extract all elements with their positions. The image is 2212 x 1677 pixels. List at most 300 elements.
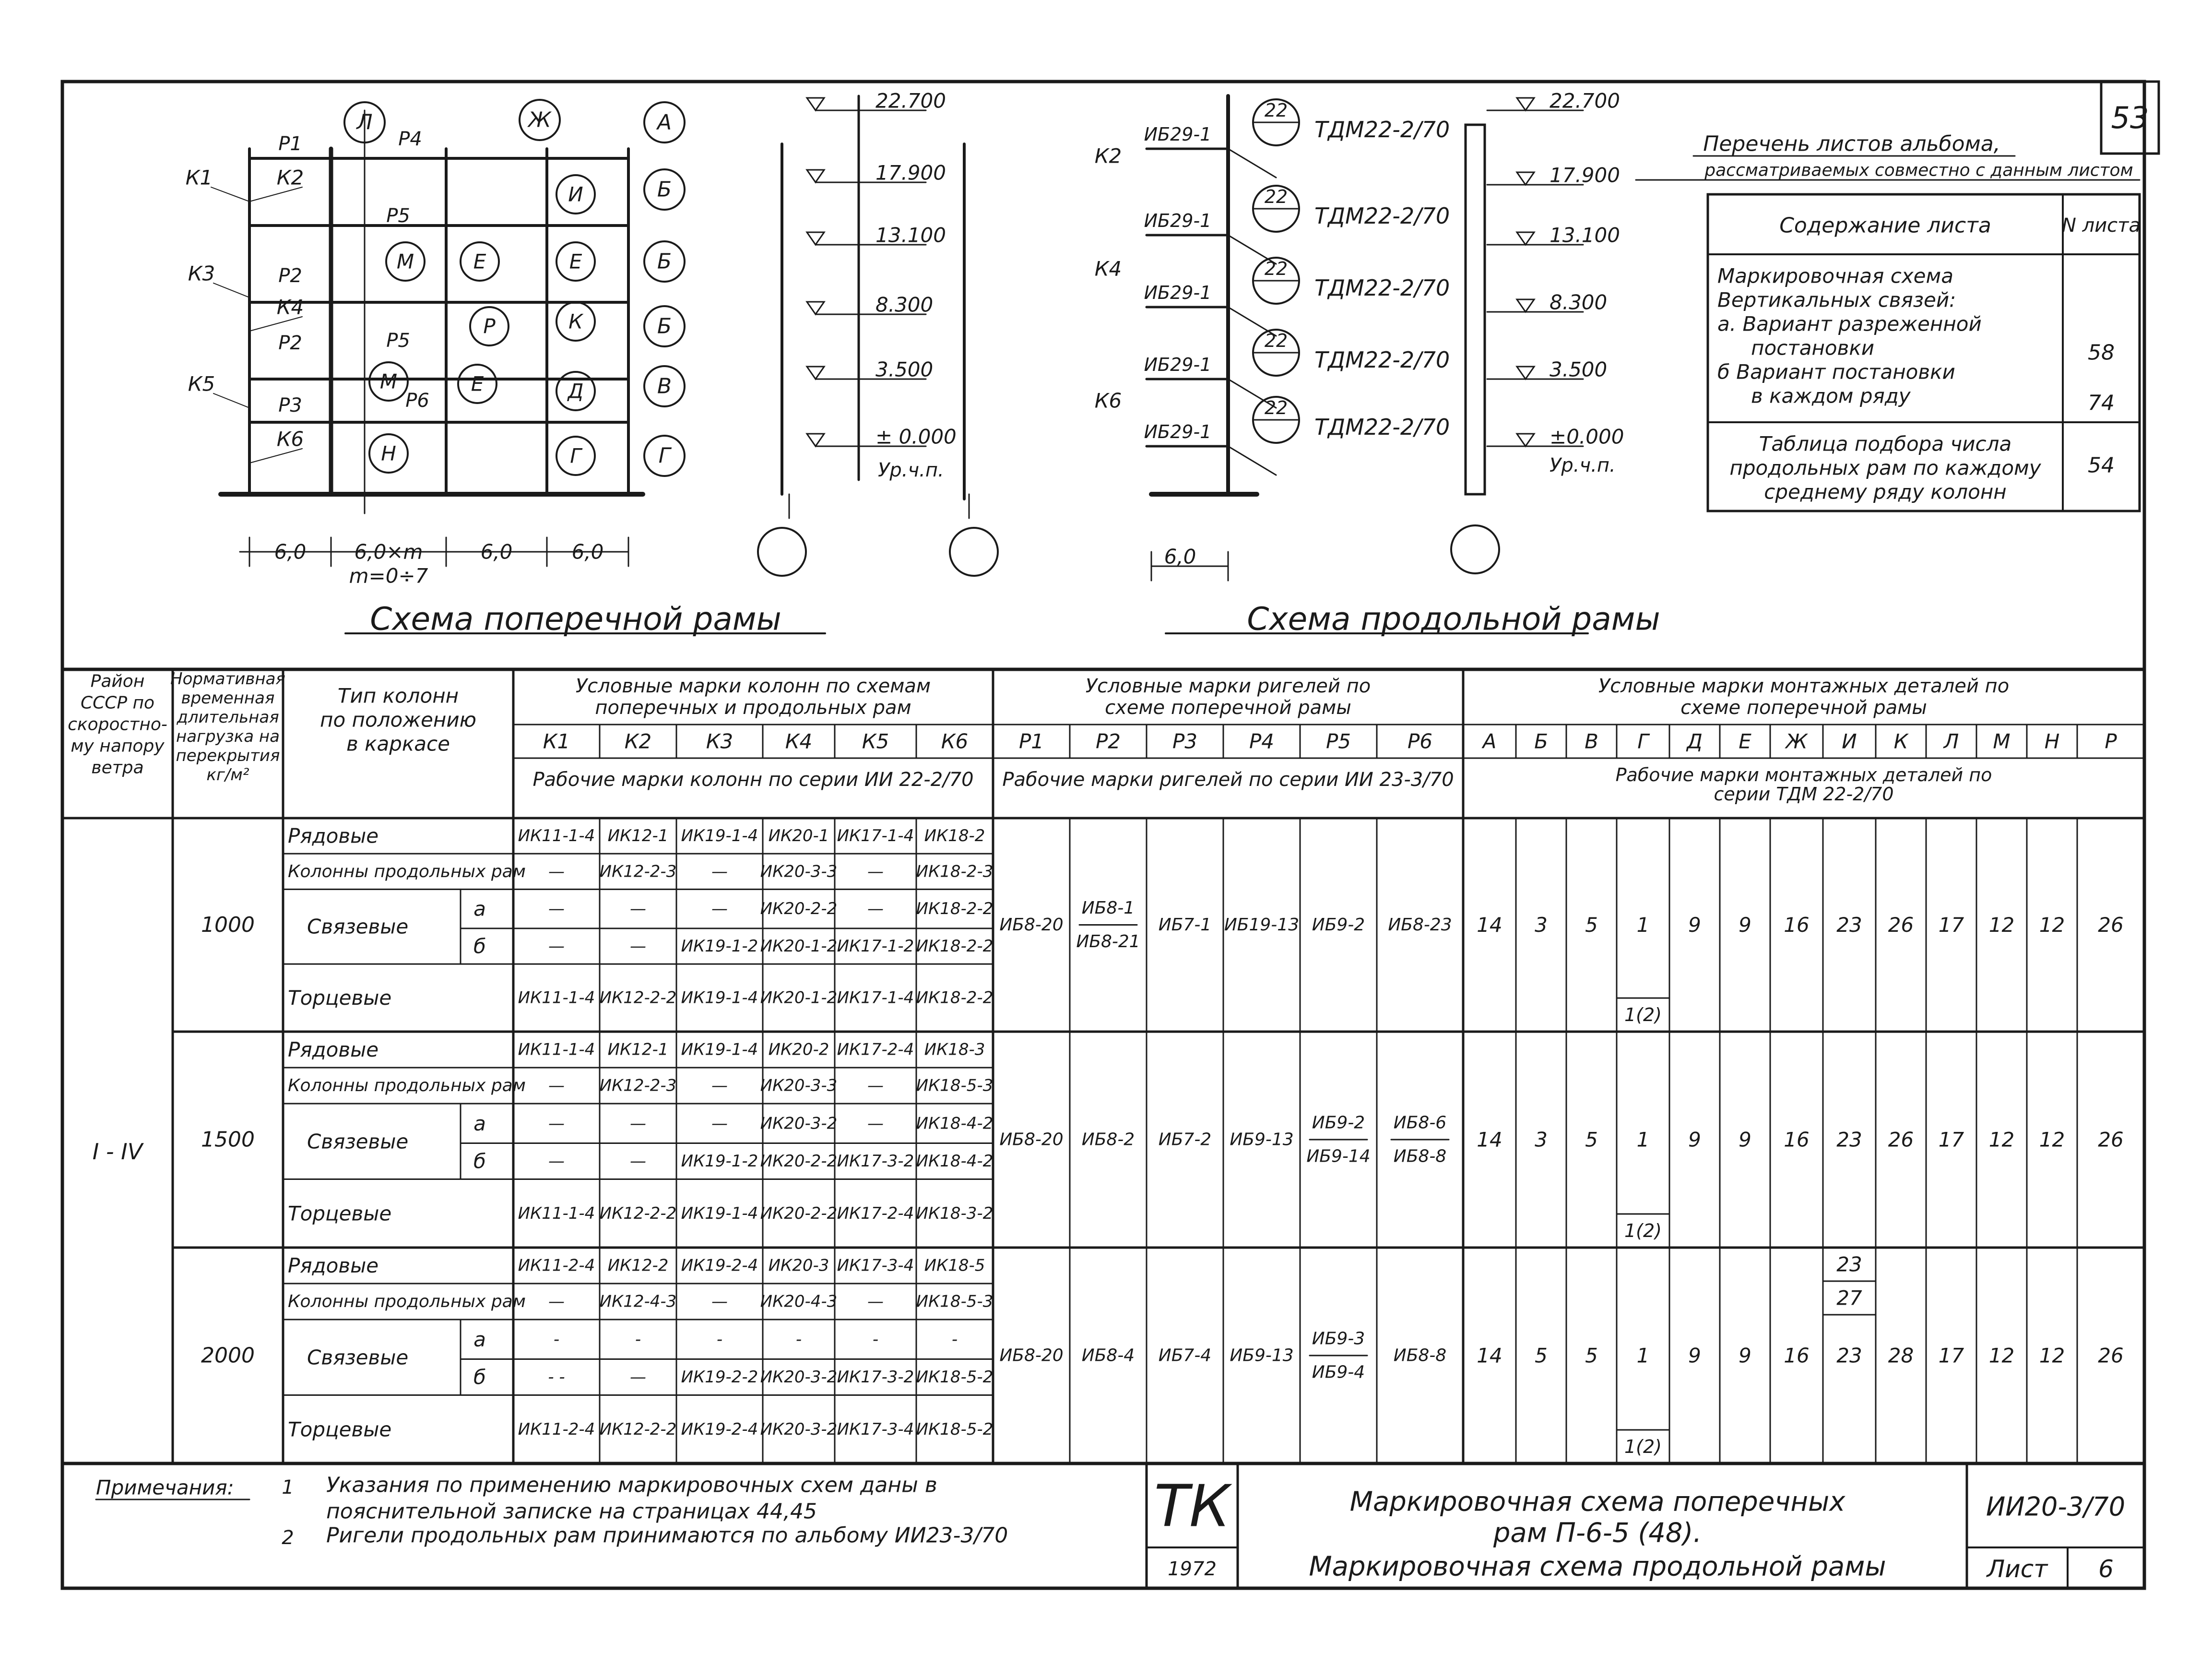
type-label: Связевые (307, 915, 409, 939)
column-work-mark: ИК11-1-4 (518, 1203, 595, 1223)
column-work-mark: — (711, 1076, 728, 1095)
node-marker-label: Г (570, 444, 581, 468)
elevation-marker (1517, 98, 1534, 110)
type-label: Колонны продольных рам (288, 1076, 526, 1095)
beam-work-mark: ИБ7-2 (1158, 1130, 1212, 1150)
detail-work-mark: 16 (1784, 913, 1810, 937)
column-work-mark: — (548, 1152, 565, 1171)
column-work-mark: — (630, 937, 646, 956)
detail-mark: И (1842, 729, 1857, 753)
table-header-text: схеме поперечной рамы (1680, 697, 1927, 719)
detail-mark: А (1482, 729, 1497, 753)
column-work-mark: ИК20-3 (768, 1256, 829, 1275)
node-marker-label: М (379, 369, 398, 393)
type-label: а (473, 1111, 486, 1135)
column-work-mark: — (867, 899, 884, 919)
load-value: 2000 (201, 1343, 255, 1368)
column-work-mark: ИК18-3 (924, 1040, 985, 1059)
column-work-mark: ИК18-5-2 (916, 1419, 994, 1439)
page-number: 53 (2111, 100, 2149, 135)
column-mark: К1 (543, 729, 570, 753)
elevation-label: ± 0.000 (875, 425, 957, 449)
column-label: К4 (276, 295, 304, 319)
detail-ref: 22 (1264, 258, 1288, 279)
foundation-marker (758, 528, 806, 576)
elevation-marker (807, 232, 824, 245)
detail-work-mark: 1(2) (1624, 1004, 1662, 1025)
column-work-mark: ИК17-2-4 (837, 1040, 914, 1059)
column-work-mark: - (553, 1330, 560, 1349)
detail-work-mark: 5 (1535, 1344, 1548, 1368)
sheet-list-item: Таблица подбора числа (1759, 432, 2012, 456)
column-work-mark: — (630, 899, 646, 919)
elevation-label: 3.500 (1550, 357, 1608, 381)
table-header-text: нагрузка на (176, 727, 280, 746)
column-work-mark: ИК20-2 (768, 1040, 829, 1059)
column-mark: К6 (941, 729, 969, 753)
detail-mark: Л (1943, 729, 1959, 753)
column-work-mark: ИК18-4-2 (916, 1152, 994, 1171)
table-header-text: Условные марки ригелей по (1085, 675, 1371, 697)
brace-label: ИБ29-1 (1144, 354, 1212, 375)
beam-label: Р1 (278, 133, 302, 155)
beam-work-mark: ИБ9-13 (1230, 1130, 1294, 1150)
column-label: К2 (276, 166, 304, 190)
detail-work-mark: 27 (1836, 1286, 1862, 1310)
node-marker-label: Р (483, 314, 496, 338)
table-header-text: в каркасе (346, 732, 450, 756)
transverse-scheme-title: Схема поперечной рамы (370, 600, 781, 638)
detail-work-mark: 5 (1585, 1128, 1598, 1152)
elevation-label: 8.300 (875, 293, 934, 317)
beam-work-mark: ИБ7-4 (1158, 1345, 1212, 1366)
sheet-list-number: 54 (2088, 453, 2115, 478)
series-text: ИИ20-3/70 (1986, 1491, 2126, 1522)
type-label: Колонны продольных рам (288, 861, 526, 881)
column-work-mark: ИК18-2-2 (916, 988, 994, 1008)
column-work-mark: - (951, 1330, 958, 1349)
detail-work-mark: 14 (1477, 1344, 1502, 1368)
table-header-text: Нормативная (170, 669, 285, 689)
elevation-marker (1517, 172, 1534, 185)
drawing-title: рам П-6-5 (48). (1493, 1517, 1702, 1549)
column-work-mark: ИК20-1 (768, 826, 829, 846)
leader-line (213, 283, 249, 297)
column-work-mark: ИК12-2-2 (599, 988, 677, 1008)
table-header-text: Условные марки колонн по схемам (575, 675, 931, 697)
note-text: Ригели продольных рам принимаются по альбому ИИ23-3/70 (326, 1523, 1008, 1548)
beam-work-mark: ИБ8-20 (999, 915, 1064, 935)
column-work-mark: ИК18-2 (924, 826, 985, 846)
type-label: б (473, 1365, 486, 1389)
elevation-label: 8.300 (1550, 290, 1608, 314)
table-header-text: Тип колонн (337, 684, 459, 708)
type-label: б (473, 934, 486, 958)
column-work-mark: ИК19-1-2 (681, 1152, 758, 1171)
detail-work-mark: 9 (1739, 1344, 1751, 1368)
beam-label: Р2 (278, 332, 302, 354)
elevation-label: 17.900 (875, 161, 946, 185)
detail-ref: 22 (1264, 397, 1288, 418)
beam-work-mark: ИБ9-13 (1230, 1345, 1294, 1366)
detail-mark: Д (1687, 729, 1703, 753)
beam-label: Р5 (386, 330, 410, 352)
column-mark: К3 (706, 729, 733, 753)
sheet-list-title: Перечень листов альбома, (1703, 131, 2000, 156)
detail-mark: Г (1637, 729, 1649, 753)
leader-line (1228, 149, 1276, 178)
elevation-marker (807, 434, 824, 446)
detail-work-mark: 12 (2039, 1344, 2065, 1368)
elevation-label: 22.700 (875, 89, 946, 113)
detail-mark: ТДМ22-2/70 (1314, 275, 1450, 301)
sheet-list-item: Вертикальных связей: (1717, 288, 1956, 312)
detail-work-mark: 26 (2098, 1128, 2124, 1152)
axis-marker-label: Г (658, 443, 671, 468)
column-work-mark: ИК19-1-4 (681, 1040, 758, 1059)
column-work-mark: ИК20-3-3 (760, 862, 838, 881)
type-label: Торцевые (288, 1417, 392, 1441)
elevation-marker (1517, 232, 1534, 245)
column-work-mark: ИК17-1-2 (837, 937, 914, 956)
sheet-number: 6 (2098, 1555, 2114, 1583)
detail-work-mark: 1(2) (1624, 1436, 1662, 1457)
table-header-text: длительная (177, 708, 279, 727)
elevation-marker (1517, 434, 1534, 446)
column-work-mark: ИК17-3-2 (837, 1152, 914, 1171)
detail-work-mark: 12 (1988, 1128, 2015, 1152)
column-work-mark: ИК20-3-2 (760, 1419, 838, 1439)
column-work-mark: — (711, 862, 728, 881)
column-work-mark: ИК17-1-4 (837, 826, 914, 846)
elevation-marker (807, 170, 824, 182)
column-work-mark: ИК19-2-4 (681, 1256, 758, 1275)
beam-work-mark: ИБ9-2 (1312, 915, 1365, 935)
column-work-mark: — (548, 1114, 565, 1133)
column-work-mark: ИК20-3-2 (760, 1368, 838, 1387)
ground-label: Ур.ч.п. (1550, 454, 1616, 476)
beam-work-mark: ИБ9-4 (1312, 1362, 1365, 1382)
detail-work-mark: 26 (1888, 1128, 1914, 1152)
column-profile (1466, 125, 1485, 494)
column-work-mark: ИК19-1-4 (681, 988, 758, 1008)
detail-mark: ТДМ22-2/70 (1314, 117, 1450, 143)
detail-work-mark: 23 (1836, 913, 1862, 937)
column-work-mark: ИК12-2-2 (599, 1203, 677, 1223)
detail-work-mark: 12 (1988, 913, 2015, 937)
sheet-list-item: Маркировочная схема (1717, 264, 1953, 288)
elevation-label: 17.900 (1550, 163, 1620, 187)
detail-ref: 22 (1264, 186, 1288, 207)
sheet-list-item: продольных рам по каждому (1729, 456, 2041, 480)
detail-ref: 22 (1264, 330, 1288, 351)
beam-mark: Р2 (1095, 729, 1121, 753)
column-work-mark: — (711, 1292, 728, 1311)
detail-mark: ТДМ22-2/70 (1314, 414, 1450, 440)
leader-line (1228, 446, 1276, 475)
node-marker-label: Е (471, 372, 484, 396)
column-work-mark: ИК18-5-3 (916, 1292, 994, 1311)
axis-marker-label: В (657, 374, 672, 399)
column-work-mark: - (635, 1330, 641, 1349)
detail-work-mark: 9 (1688, 913, 1701, 937)
elevation-label: 13.100 (1550, 223, 1620, 247)
detail-work-mark: 1 (1636, 1128, 1650, 1152)
leader-line (213, 393, 249, 408)
leader-line (249, 449, 302, 463)
note-number: 1 (282, 1476, 294, 1499)
column-work-mark: ИК20-3-3 (760, 1076, 838, 1095)
table-header-text: схеме поперечной рамы (1105, 697, 1351, 719)
leader-line (211, 187, 249, 202)
detail-mark: Н (2044, 729, 2060, 753)
leader-line (249, 187, 302, 202)
column-work-mark: ИК11-1-4 (518, 826, 595, 846)
beam-work-mark: ИБ9-14 (1306, 1146, 1371, 1166)
table-header-text: перекрытия (176, 746, 280, 765)
beam-work-mark: ИБ8-21 (1076, 932, 1140, 951)
detail-work-mark: 1 (1636, 1344, 1650, 1368)
drawing-title: Маркировочная схема поперечных (1349, 1486, 1845, 1518)
detail-work-mark: 17 (1938, 913, 1964, 937)
column-work-mark: ИК18-2-3 (916, 862, 994, 881)
column-work-mark: — (867, 862, 884, 881)
elevation-label: 3.500 (875, 357, 934, 381)
detail-work-mark: 28 (1888, 1344, 1914, 1368)
column-work-mark: — (867, 1076, 884, 1095)
column-work-mark: — (548, 1292, 565, 1311)
column-mark: К2 (624, 729, 652, 753)
beam-work-mark: ИБ8-8 (1393, 1345, 1447, 1366)
detail-work-mark: 14 (1477, 1128, 1502, 1152)
span-dim: 6,0 (571, 540, 604, 564)
detail-work-mark: 14 (1477, 913, 1502, 937)
table-subheader-text: Рабочие марки ригелей по серии ИИ 23-3/70 (1002, 769, 1454, 791)
beam-work-mark: ИБ7-1 (1158, 915, 1212, 935)
year-text: 1972 (1168, 1558, 1217, 1580)
axis-marker-label: Б (657, 177, 672, 202)
node-marker-label: Д (568, 379, 584, 403)
table-subheader-text: Рабочие марки колонн по серии ИИ 22-2/70 (532, 769, 974, 791)
column-work-mark: ИК18-3-2 (916, 1203, 994, 1223)
table-header-text: СССР по (80, 693, 155, 713)
column-work-mark: ИК20-2-2 (760, 899, 838, 919)
column-work-mark: — (630, 1368, 646, 1387)
beam-work-mark: ИБ9-2 (1312, 1113, 1365, 1133)
beam-work-mark: ИБ19-13 (1224, 915, 1300, 935)
type-label: Связевые (307, 1345, 409, 1369)
column-work-mark: ИК12-2-3 (599, 862, 677, 881)
axis-marker-label: Ж (528, 107, 551, 132)
column-work-mark: ИК20-1-2 (760, 937, 838, 956)
sheet-list-number: 74 (2088, 391, 2115, 416)
detail-work-mark: 23 (1836, 1252, 1862, 1276)
column-work-mark: ИК19-1-2 (681, 937, 758, 956)
column-work-mark: ИК12-2 (607, 1256, 669, 1275)
detail-mark: Ж (1786, 729, 1808, 753)
beam-label: Р5 (386, 205, 410, 227)
axis-marker-label: А (657, 110, 672, 135)
detail-work-mark: 26 (2098, 913, 2124, 937)
table-header-text: Район (90, 671, 145, 691)
elevation-marker (807, 367, 824, 379)
column-work-mark: — (548, 1076, 565, 1095)
column-work-mark: ИК19-1-4 (681, 826, 758, 846)
type-label: Торцевые (288, 986, 392, 1010)
sheet-list-header: Содержание листа (1779, 213, 1991, 238)
column-work-mark: ИК17-1-4 (837, 988, 914, 1008)
column-work-mark: - (716, 1330, 723, 1349)
table-header-text: му напору (71, 736, 165, 756)
column-mark: К5 (862, 729, 889, 753)
column-work-mark: — (711, 1114, 728, 1133)
elevation-marker (1517, 299, 1534, 312)
beam-mark: Р5 (1325, 729, 1351, 753)
type-label: б (473, 1149, 486, 1173)
type-label: Связевые (307, 1130, 409, 1154)
column-work-mark: - - (548, 1368, 565, 1387)
brace-label: ИБ29-1 (1144, 421, 1212, 442)
load-value: 1000 (201, 913, 255, 937)
column-work-mark: — (711, 899, 728, 919)
detail-work-mark: 1(2) (1624, 1220, 1662, 1241)
type-label: Торцевые (288, 1201, 392, 1225)
sheet-list-item: а. Вариант разреженной (1717, 312, 1982, 336)
leader-line (249, 317, 302, 331)
column-work-mark: ИК19-1-4 (681, 1203, 758, 1223)
column-work-mark: ИК20-1-2 (760, 988, 838, 1008)
beam-work-mark: ИБ8-20 (999, 1130, 1064, 1150)
type-label: Рядовые (288, 1038, 379, 1061)
column-label: К1 (185, 166, 213, 190)
column-work-mark: ИК17-3-2 (837, 1368, 914, 1387)
detail-work-mark: 16 (1784, 1128, 1810, 1152)
elevation-marker (1517, 367, 1534, 379)
axis-marker-label: Б (657, 249, 672, 274)
detail-ref: 22 (1264, 100, 1288, 121)
span-note: m=0÷7 (349, 564, 428, 588)
detail-mark: М (1993, 729, 2011, 753)
column-work-mark: ИК11-2-4 (518, 1256, 595, 1275)
table-header-text: ветра (91, 758, 144, 778)
table-header-text: поперечных и продольных рам (595, 697, 911, 719)
table-header-text: временная (181, 689, 275, 708)
column-work-mark: - (872, 1330, 879, 1349)
detail-mark: Б (1534, 729, 1548, 753)
node-marker-label: Е (569, 250, 582, 274)
sheet-list-item: б Вариант постановки (1717, 360, 1955, 384)
detail-mark: ТДМ22-2/70 (1314, 347, 1450, 373)
column-work-mark: ИК19-2-4 (681, 1419, 758, 1439)
beam-work-mark: ИБ8-2 (1081, 1130, 1135, 1150)
detail-work-mark: 26 (1888, 913, 1914, 937)
column-work-mark: — (548, 937, 565, 956)
column-mark: К4 (785, 729, 813, 753)
longitudinal-scheme-title: Схема продольной рамы (1247, 600, 1660, 638)
sheet-list-subtitle: рассматриваемых совместно с данным листом (1704, 160, 2133, 180)
column-work-mark: ИК18-2-2 (916, 899, 994, 919)
beam-mark: Р6 (1407, 729, 1433, 753)
detail-work-mark: 9 (1739, 1128, 1751, 1152)
beam-work-mark: ИБ8-4 (1081, 1345, 1135, 1366)
detail-work-mark: 26 (2098, 1344, 2124, 1368)
detail-work-mark: 12 (2039, 1128, 2065, 1152)
detail-work-mark: 16 (1784, 1344, 1810, 1368)
node-marker-label: М (396, 250, 414, 274)
detail-mark: В (1585, 729, 1598, 753)
detail-mark: ТДМ22-2/70 (1314, 203, 1450, 229)
beam-work-mark: ИБ9-3 (1312, 1329, 1365, 1349)
column-work-mark: ИК20-2-2 (760, 1203, 838, 1223)
column-work-mark: ИК17-3-4 (837, 1419, 914, 1439)
node-marker-label: Н (381, 441, 396, 465)
drawing-title: Маркировочная схема продольной рамы (1309, 1551, 1886, 1582)
column-work-mark: — (630, 1152, 646, 1171)
column-label: К6 (276, 427, 304, 451)
elevation-label: 13.100 (875, 223, 946, 247)
node-marker-label: К (568, 309, 583, 333)
detail-work-mark: 9 (1688, 1344, 1701, 1368)
beam-label: Р3 (278, 394, 302, 416)
type-label: Рядовые (288, 1254, 379, 1277)
detail-work-mark: 23 (1836, 1128, 1862, 1152)
detail-mark: Р (2105, 729, 2117, 753)
beam-label: Р2 (278, 265, 302, 287)
detail-work-mark: 12 (2039, 913, 2065, 937)
beam-work-mark: ИБ8-6 (1393, 1113, 1447, 1133)
node-marker-label: И (568, 182, 583, 206)
column-work-mark: ИК12-4-3 (599, 1292, 677, 1311)
brace-label: ИБ29-1 (1144, 282, 1212, 303)
detail-mark: Е (1739, 729, 1751, 753)
column-work-mark: ИК18-5-3 (916, 1076, 994, 1095)
beam-mark: Р3 (1172, 729, 1198, 753)
column-work-mark: ИК20-3-2 (760, 1114, 838, 1133)
beam-work-mark: ИБ8-20 (999, 1345, 1064, 1366)
column-label: К4 (1094, 257, 1122, 281)
column-label: К6 (1094, 389, 1122, 413)
axis-marker-label: Л (356, 110, 373, 135)
beam-label: Р6 (405, 390, 429, 412)
table-subheader-text: серии ТДМ 22-2/70 (1714, 784, 1894, 805)
column-work-mark: ИК11-1-4 (518, 988, 595, 1008)
table-subheader-text: Рабочие марки монтажных деталей по (1615, 764, 1992, 785)
column-work-mark: — (867, 1114, 884, 1133)
region-value: I - IV (92, 1139, 143, 1165)
span-dim: 6,0 (1164, 545, 1196, 569)
table-header-text: кг/м² (206, 765, 249, 785)
span-dim: 6,0 (274, 540, 307, 564)
table-header-text: скоростно- (68, 714, 167, 735)
column-work-mark: - (795, 1330, 802, 1349)
column-label: К3 (188, 262, 215, 285)
type-label: Рядовые (288, 824, 379, 848)
load-value: 1500 (201, 1127, 255, 1152)
column-work-mark: ИК12-1 (607, 1040, 669, 1059)
column-work-mark: ИК19-2-2 (681, 1368, 758, 1387)
detail-work-mark: 17 (1938, 1128, 1964, 1152)
sheet-list-number: 58 (2088, 340, 2115, 365)
column-label: К2 (1094, 144, 1122, 168)
sheet-list-item: среднему ряду колонн (1764, 480, 2007, 504)
type-label: а (473, 1327, 486, 1351)
detail-work-mark: 5 (1585, 913, 1598, 937)
brace-label: ИБ29-1 (1144, 124, 1212, 145)
detail-work-mark: 5 (1585, 1344, 1598, 1368)
column-work-mark: ИК11-2-4 (518, 1419, 595, 1439)
node-marker-label: Е (473, 250, 486, 274)
detail-work-mark: 9 (1739, 913, 1751, 937)
